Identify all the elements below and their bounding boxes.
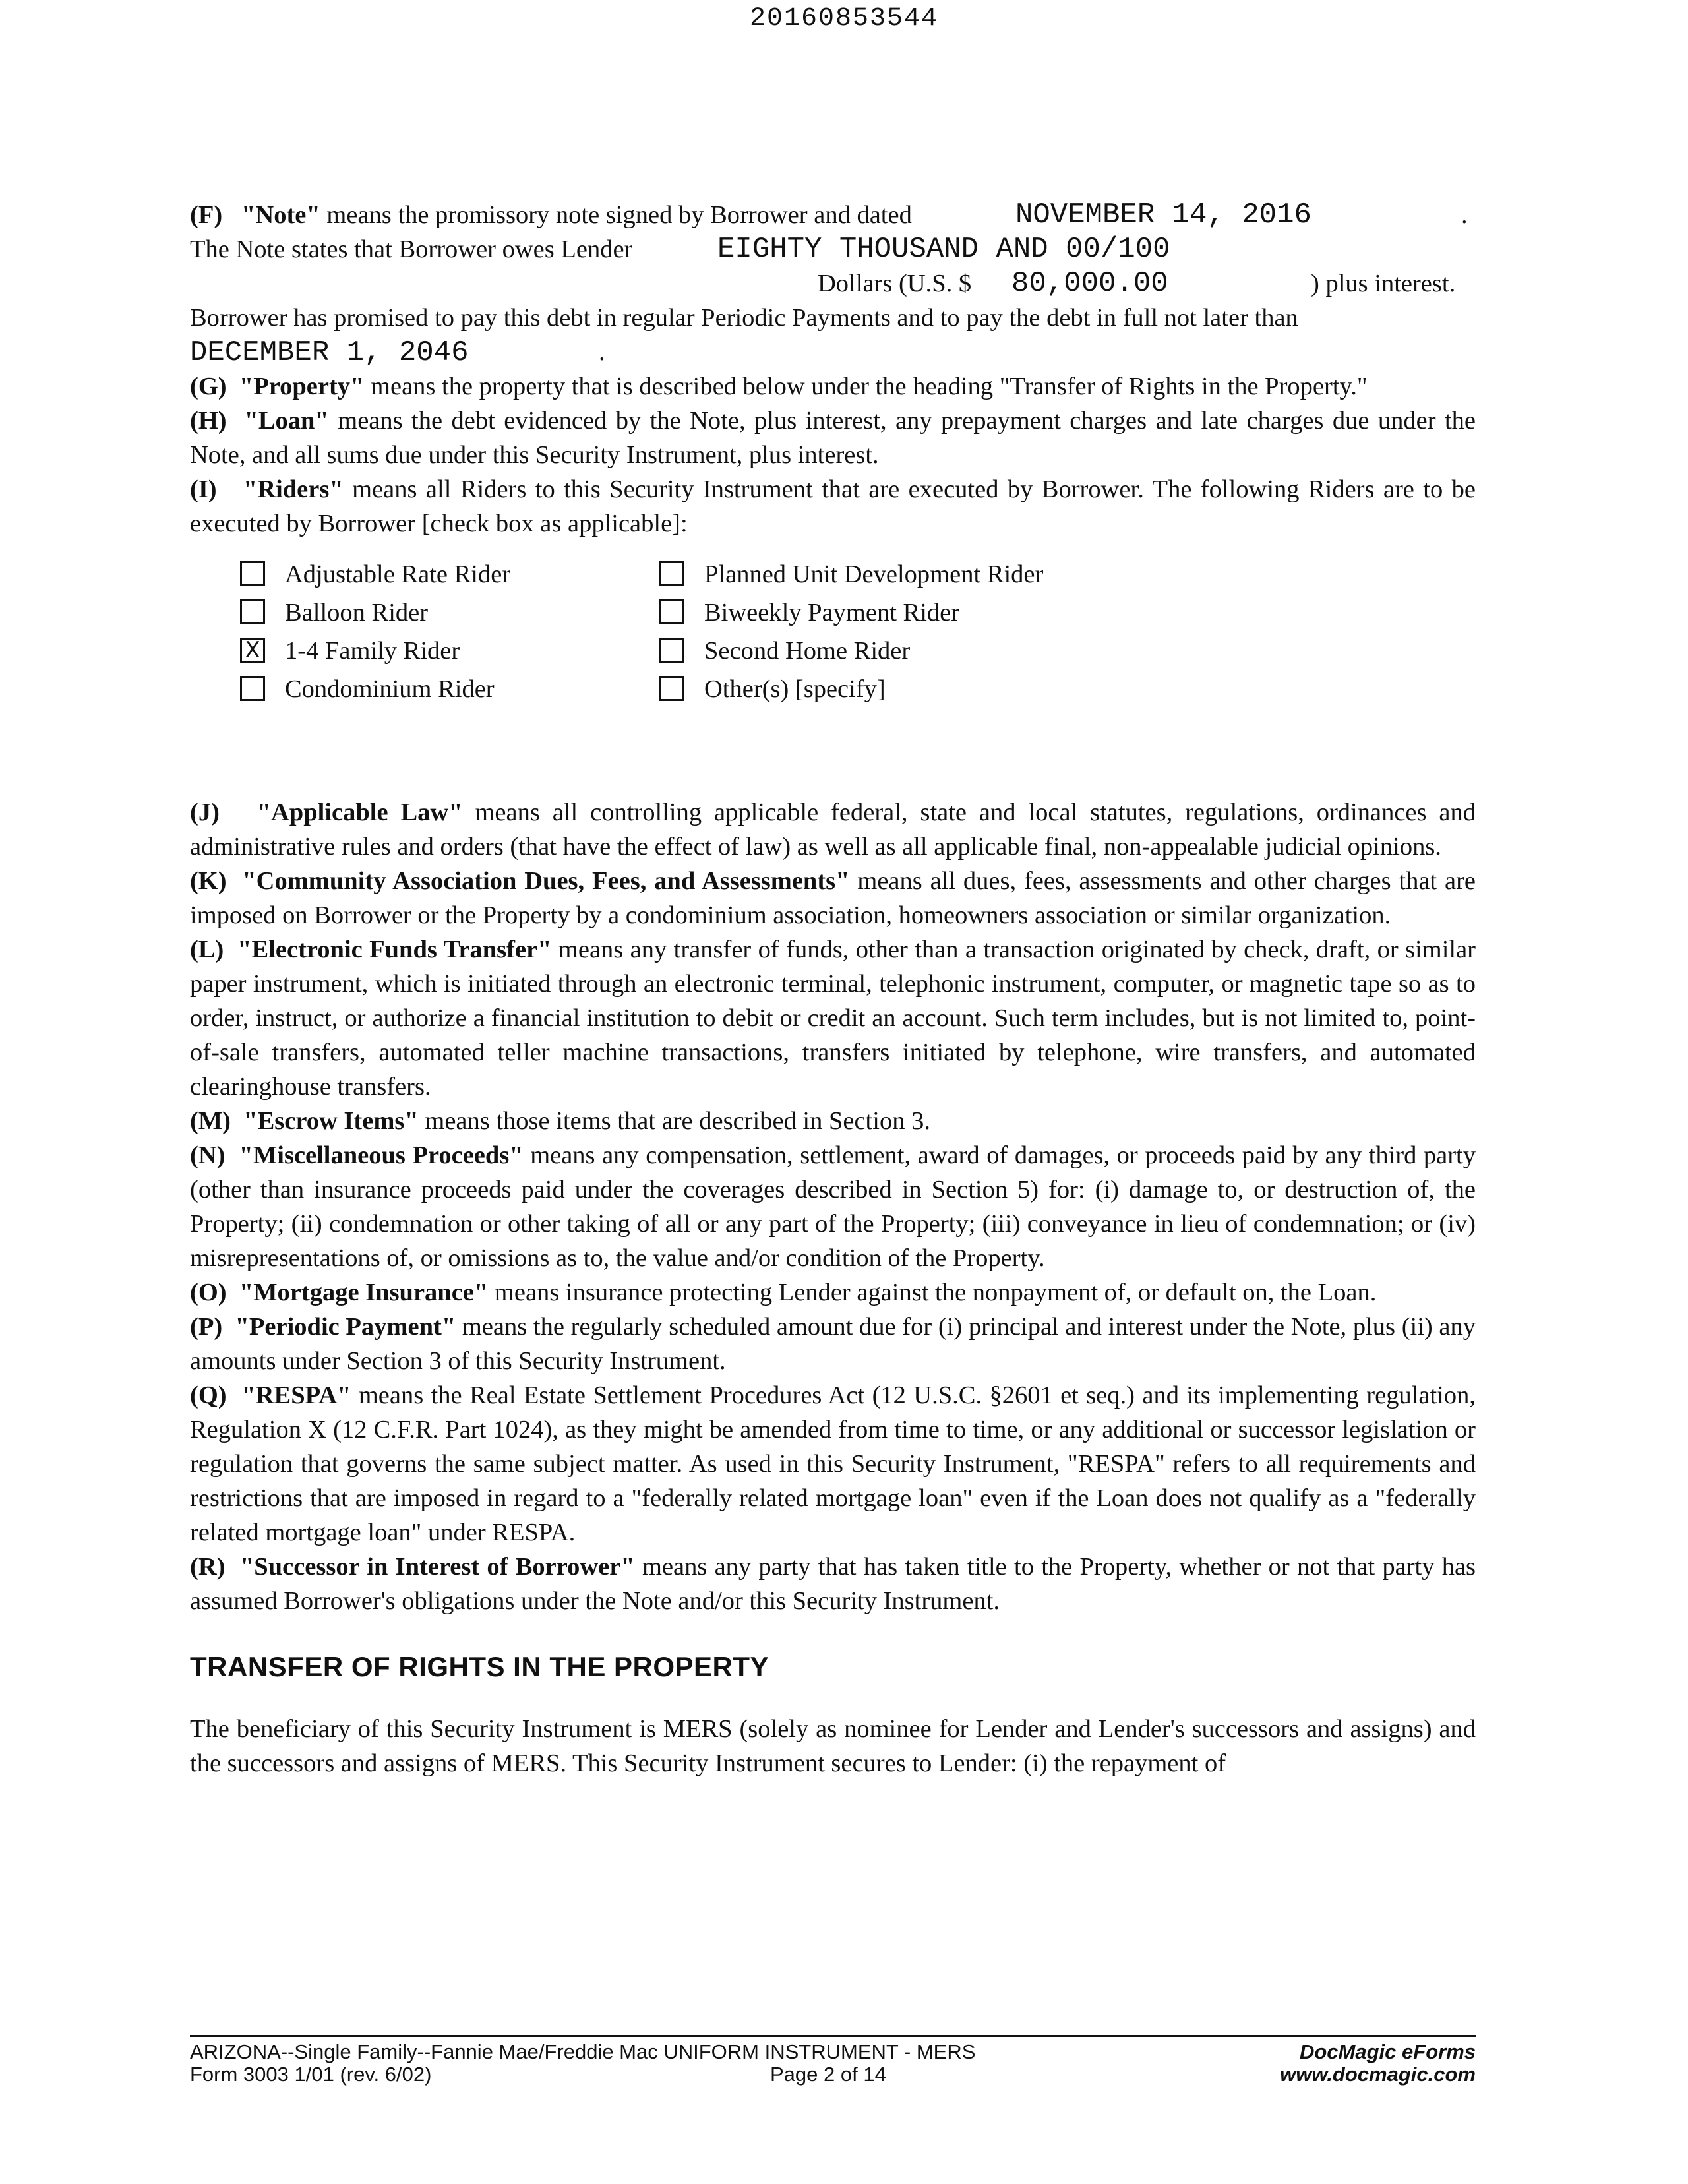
checkbox[interactable]	[659, 638, 684, 663]
def-term: "Community Association Dues, Fees, and Assessments"	[242, 867, 850, 895]
def-L	[190, 932, 1476, 1104]
def-letter: (L)	[190, 936, 224, 963]
note-period: .	[1461, 201, 1468, 229]
note-amount: 80,000.00	[1011, 267, 1168, 300]
page-body	[190, 198, 1476, 1780]
def-text: means the promissory note signed by Borrower and dated	[326, 201, 912, 229]
amount-words: EIGHTY THOUSAND AND 00/100	[717, 233, 1170, 266]
def-G	[190, 369, 1476, 404]
def-text: means insurance protecting Lender against the nonpayment of, or default on, the Loan.	[494, 1279, 1377, 1306]
rider-adjustable-rate[interactable]	[240, 555, 510, 593]
def-letter: (K)	[190, 867, 227, 895]
checkbox[interactable]	[240, 676, 265, 701]
def-P	[190, 1310, 1476, 1378]
rider-label: Other(s) [specify]	[704, 675, 886, 703]
footer-form-title: ARIZONA--Single Family--Fannie Mae/Freddie Mac UNIFORM INSTRUMENT - MERS	[190, 2040, 976, 2063]
def-text: The Note states that Borrower owes Lender	[190, 235, 633, 263]
section-heading: TRANSFER OF RIGHTS IN THE PROPERTY	[190, 1651, 769, 1682]
rider-balloon[interactable]	[240, 593, 428, 632]
def-letter: (Q)	[190, 1381, 227, 1409]
note-line-3	[190, 266, 1476, 301]
def-H	[190, 404, 1476, 472]
checkbox-checked[interactable]: X	[240, 638, 265, 663]
def-term: "Successor in Interest of Borrower"	[239, 1553, 635, 1581]
def-term: "Miscellaneous Proceeds"	[239, 1141, 524, 1169]
def-I	[190, 472, 1476, 541]
def-letter: (M)	[190, 1107, 231, 1135]
transfer-paragraph: The beneficiary of this Security Instrument is MERS (solely as nominee for Lender and Lender's successors and assigns) and the successors and assigns of MERS. This Security Instrument secures to Lender: (i) the repayment of	[190, 1715, 1476, 1777]
def-term: "Riders"	[243, 475, 344, 503]
def-letter: (O)	[190, 1279, 227, 1306]
def-J	[190, 795, 1476, 864]
def-text: means the debt evidenced by the Note, plus interest, any prepayment charges and late charges due under the Note, and all sums due under this Security Instrument, plus interest.	[190, 407, 1476, 469]
rider-planned-unit[interactable]	[659, 555, 1043, 593]
rider-second-home[interactable]	[659, 632, 910, 670]
def-term: "RESPA"	[241, 1381, 351, 1409]
checkbox[interactable]	[659, 676, 684, 701]
plus-interest: ) plus interest.	[1311, 270, 1456, 297]
def-term: "Escrow Items"	[243, 1107, 419, 1135]
def-term: "Mortgage Insurance"	[239, 1279, 489, 1306]
rider-condominium[interactable]	[240, 670, 495, 708]
rider-1-4-family[interactable]	[240, 632, 460, 670]
checkbox[interactable]	[240, 599, 265, 624]
note-date: NOVEMBER 14, 2016	[1015, 198, 1311, 231]
brand-url: www.docmagic.com	[1280, 2063, 1476, 2086]
rider-label: Condominium Rider	[285, 675, 495, 703]
note-line-5	[190, 335, 1476, 369]
def-text: means the property that is described below under the heading "Transfer of Rights in the Property."	[371, 373, 1368, 400]
def-text: means the regularly scheduled amount due for (i) principal and interest under the Note, plus (ii) any amounts under Section 3 of this Security Instrument.	[190, 1313, 1476, 1375]
def-term: "Applicable Law"	[256, 799, 463, 826]
def-letter: (J)	[190, 799, 220, 826]
def-letter: (F)	[190, 201, 223, 229]
rider-label: Adjustable Rate Rider	[285, 561, 511, 588]
def-text: means any party that has taken title to the Property, whether or not that party has assumed Borrower's obligations under the Note and/or this Security Instrument.	[190, 1553, 1476, 1615]
rider-label: Biweekly Payment Rider	[704, 599, 960, 626]
note-line-4: Borrower has promised to pay this debt in regular Periodic Payments and to pay the debt in full not later than	[190, 304, 1298, 332]
rider-label: Second Home Rider	[704, 637, 911, 665]
note-line-1	[190, 198, 1476, 232]
def-term: "Electronic Funds Transfer"	[237, 936, 552, 963]
def-term: "Property"	[239, 373, 365, 400]
def-text: means all controlling applicable federal, state and local statutes, regulations, ordinances and administrative rules and orders (that have the effect of law) as well as all applicable final, non-appealable judicial opinions.	[190, 799, 1476, 861]
checkbox[interactable]	[240, 561, 265, 586]
def-K	[190, 864, 1476, 932]
def-text: means any transfer of funds, other than a transaction originated by check, draft, or similar paper instrument, which is initiated through an electronic terminal, telephonic instrument, computer, or magnetic tape so as to order, instruct, or authorize a financial institution to debit or credit an account. Such term includes, but is not limited to, point-of-sale transfers, automated teller machine transactions, transfers initiated by telephone, wire transfers, and automated clearinghouse transfers.	[190, 936, 1476, 1101]
def-Q	[190, 1378, 1476, 1550]
rider-other[interactable]	[659, 670, 886, 708]
def-term: "Periodic Payment"	[235, 1313, 456, 1341]
def-text: means all dues, fees, assessments and other charges that are imposed on Borrower or the Property by a condominium association, homeowners association or similar organization.	[190, 867, 1476, 929]
dollars-label: Dollars (U.S. $	[818, 270, 972, 297]
def-M	[190, 1104, 1476, 1138]
def-text: means all Riders to this Security Instrument that are executed by Borrower. The following Riders are to be executed by Borrower [check box as applicable]:	[190, 475, 1476, 537]
page-footer	[190, 2035, 1476, 2086]
checkbox[interactable]	[659, 599, 684, 624]
def-letter: (G)	[190, 373, 227, 400]
def-letter: (H)	[190, 407, 227, 435]
rider-label: Balloon Rider	[285, 599, 429, 626]
blank-space	[190, 711, 1476, 795]
document-number: 20160853544	[749, 4, 939, 34]
def-letter: (I)	[190, 475, 217, 503]
rider-biweekly[interactable]	[659, 593, 959, 632]
def-text: means the Real Estate Settlement Procedures Act (12 U.S.C. §2601 et seq.) and its implementing regulation, Regulation X (12 C.F.R. Part 1024), as they might be amended from time to time, or any additional or successor legislation or regulation that governs the same subject matter. As used in this Security Instrument, "RESPA" refers to all requirements and restrictions that are imposed in regard to a "federally related mortgage loan" even if the Loan does not qualify as a "federally related mortgage loan" under RESPA.	[190, 1381, 1476, 1546]
rider-label: 1-4 Family Rider	[285, 637, 460, 665]
riders-checklist	[190, 555, 1476, 711]
brand-logo: DocMagic eForms	[1299, 2040, 1476, 2063]
def-text: means those items that are described in Section 3.	[425, 1107, 930, 1135]
def-letter: (N)	[190, 1141, 226, 1169]
note-line-2	[190, 232, 1476, 266]
def-term: "Loan"	[244, 407, 329, 435]
def-R	[190, 1550, 1476, 1618]
page-number: Page 2 of 14	[770, 2063, 886, 2086]
def-text: means any compensation, settlement, award of damages, or proceeds paid by any third party (other than insurance proceeds paid under the coverages described in Section 5) for: (i) damage to, or destruction of, the Property; (ii) condemnation or other taking of all or any part of the Property; (iii) conveyance in lieu of condemnation; or (iv) misrepresentations of, or omissions as to, the value and/or condition of the Property.	[190, 1141, 1476, 1272]
rider-label: Planned Unit Development Rider	[704, 561, 1044, 588]
checkbox[interactable]	[659, 561, 684, 586]
footer-form-number: Form 3003 1/01 (rev. 6/02)	[190, 2063, 432, 2086]
def-N	[190, 1138, 1476, 1275]
def-term: "Note"	[241, 201, 320, 229]
def-letter: (P)	[190, 1313, 223, 1341]
note-period: .	[599, 338, 605, 366]
def-O	[190, 1275, 1476, 1310]
maturity-date: DECEMBER 1, 2046	[190, 336, 469, 369]
def-letter: (R)	[190, 1553, 226, 1581]
